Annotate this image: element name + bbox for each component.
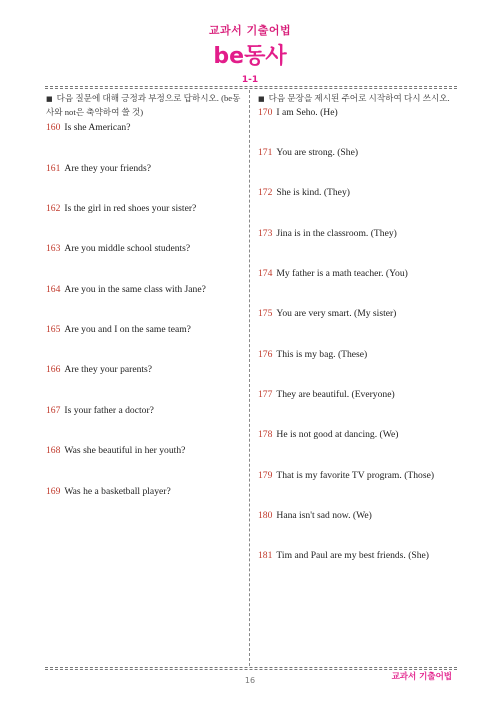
question-text: Is your father a doctor? xyxy=(64,405,154,416)
question-number: 181 xyxy=(258,550,273,561)
question-text: Are you in the same class with Jane? xyxy=(64,284,206,295)
question-text: That is my favorite TV program. (Those) xyxy=(276,470,435,481)
left-column xyxy=(46,92,244,497)
question-text: You are strong. (She) xyxy=(276,147,359,158)
question-number: 164 xyxy=(46,284,61,295)
question-text: Are they your friends? xyxy=(64,163,151,174)
question-item xyxy=(46,243,190,254)
question-number: 179 xyxy=(258,470,273,481)
question-text: Was he a basketball player? xyxy=(64,486,171,497)
question-text: Is she American? xyxy=(64,122,131,133)
question-text: Is the girl in red shoes your sister? xyxy=(64,203,197,214)
footer-brand: 교과서 기출어법 xyxy=(391,672,452,682)
question-number: 171 xyxy=(258,147,273,158)
question-item xyxy=(46,364,152,375)
question-text: My father is a math teacher. (You) xyxy=(276,268,408,279)
question-text: Tim and Paul are my best friends. (She) xyxy=(276,550,429,561)
question-item xyxy=(46,486,171,497)
top-divider-secondary xyxy=(45,88,457,89)
question-number: 160 xyxy=(46,122,61,133)
right-instruction xyxy=(258,92,458,106)
question-text: He is not good at dancing. (We) xyxy=(276,429,399,440)
question-item xyxy=(258,308,396,319)
question-item xyxy=(258,107,338,118)
question-item xyxy=(258,550,429,561)
right-instruction-text: 다음 문장을 제시된 주어로 시작하여 다시 쓰시오. xyxy=(268,93,450,103)
question-text: Are they your parents? xyxy=(64,364,153,375)
question-item xyxy=(46,445,185,456)
page-title: be동사 xyxy=(213,44,287,69)
question-text: I am Seho. (He) xyxy=(276,107,338,118)
unit-label: 1-1 xyxy=(241,75,259,85)
question-item xyxy=(46,284,206,295)
book-title: 교과서 기출어법 xyxy=(208,24,292,37)
question-item xyxy=(258,147,358,158)
question-text: She is kind. (They) xyxy=(276,187,350,198)
question-text: Are you and I on the same team? xyxy=(64,324,191,335)
question-item xyxy=(46,163,151,174)
question-item xyxy=(258,268,408,279)
question-number: 167 xyxy=(46,405,61,416)
column-divider xyxy=(249,90,250,666)
question-item xyxy=(258,187,350,198)
question-number: 180 xyxy=(258,510,273,521)
question-item xyxy=(258,349,367,360)
question-number: 163 xyxy=(46,243,61,254)
question-item xyxy=(258,228,397,239)
question-number: 161 xyxy=(46,163,61,174)
question-number: 170 xyxy=(258,107,273,118)
question-item xyxy=(258,470,434,481)
right-column xyxy=(258,92,458,561)
page-number: 16 xyxy=(244,676,256,685)
bottom-divider xyxy=(45,667,457,668)
square-bullet-icon: ■ xyxy=(258,95,265,103)
question-number: 168 xyxy=(46,445,61,456)
question-item xyxy=(46,122,130,133)
top-divider xyxy=(45,86,457,87)
question-number: 175 xyxy=(258,308,273,319)
question-number: 178 xyxy=(258,429,273,440)
question-item xyxy=(258,429,398,440)
question-item xyxy=(258,389,395,400)
question-text: This is my bag. (These) xyxy=(276,349,368,360)
question-text: They are beautiful. (Everyone) xyxy=(276,389,395,400)
question-text: You are very smart. (My sister) xyxy=(276,308,397,319)
question-text: Jina is in the classroom. (They) xyxy=(276,228,397,239)
left-instruction xyxy=(46,92,244,119)
question-text: Are you middle school students? xyxy=(64,243,191,254)
question-text: Was she beautiful in her youth? xyxy=(64,445,186,456)
question-item xyxy=(46,405,154,416)
left-instruction-text: 다음 질문에 대해 긍정과 부정으로 답하시오. (be동사와 not은 축약하여 쓸 것) xyxy=(46,93,241,117)
question-item xyxy=(258,510,372,521)
question-number: 173 xyxy=(258,228,273,239)
square-bullet-icon: ■ xyxy=(46,95,53,103)
question-number: 165 xyxy=(46,324,61,335)
question-item xyxy=(46,203,196,214)
question-number: 172 xyxy=(258,187,273,198)
question-text: Hana isn't sad now. (We) xyxy=(276,510,372,521)
question-number: 176 xyxy=(258,349,273,360)
question-number: 177 xyxy=(258,389,273,400)
question-number: 169 xyxy=(46,486,61,497)
question-item xyxy=(46,324,191,335)
question-number: 174 xyxy=(258,268,273,279)
question-number: 162 xyxy=(46,203,61,214)
question-number: 166 xyxy=(46,364,61,375)
